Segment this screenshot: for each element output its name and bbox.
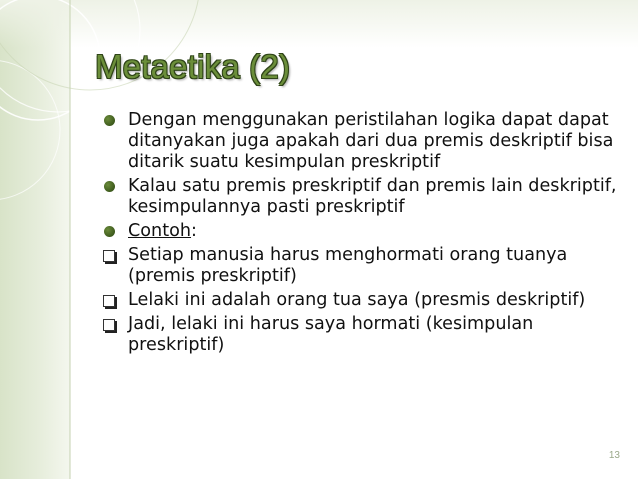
bullet-item (102, 176, 622, 218)
top-decoration-band (0, 0, 638, 48)
example-colon: : (191, 221, 197, 241)
sub-bullet-item (102, 290, 622, 311)
sub-bullet-item (102, 314, 622, 356)
filled-circle-bullet-icon (104, 115, 115, 126)
bullet-item (102, 221, 622, 242)
bullet-text: Jadi, lelaki ini harus saya hormati (kesimpulan preskriptif) (128, 314, 534, 355)
bullet-item (102, 110, 622, 173)
example-label: Contoh (128, 221, 192, 241)
left-decoration-band (0, 0, 70, 479)
bullet-text: Dengan menggunakan peristilahan logika dapat dapat ditanyakan juga apakah dari dua premis deskriptif bisa ditarik suatu kesimpulan preskriptif (128, 110, 614, 172)
bullet-text: Kalau satu premis preskriptif dan premis lain deskriptif, kesimpulannya pasti preskriptif (128, 176, 617, 217)
hollow-square-bullet-icon (103, 319, 115, 331)
page-number: 13 (608, 450, 620, 461)
bullet-list (102, 110, 622, 359)
bullet-text: Setiap manusia harus menghormati orang tuanya (premis preskriptif) (128, 245, 568, 286)
filled-circle-bullet-icon (104, 226, 115, 237)
slide-title: Metaetika (2) (95, 48, 291, 85)
filled-circle-bullet-icon (104, 181, 115, 192)
bullet-text: Lelaki ini adalah orang tua saya (presmis deskriptif) (128, 290, 586, 310)
sub-bullet-item (102, 245, 622, 287)
hollow-square-bullet-icon (103, 295, 115, 307)
hollow-square-bullet-icon (103, 250, 115, 262)
